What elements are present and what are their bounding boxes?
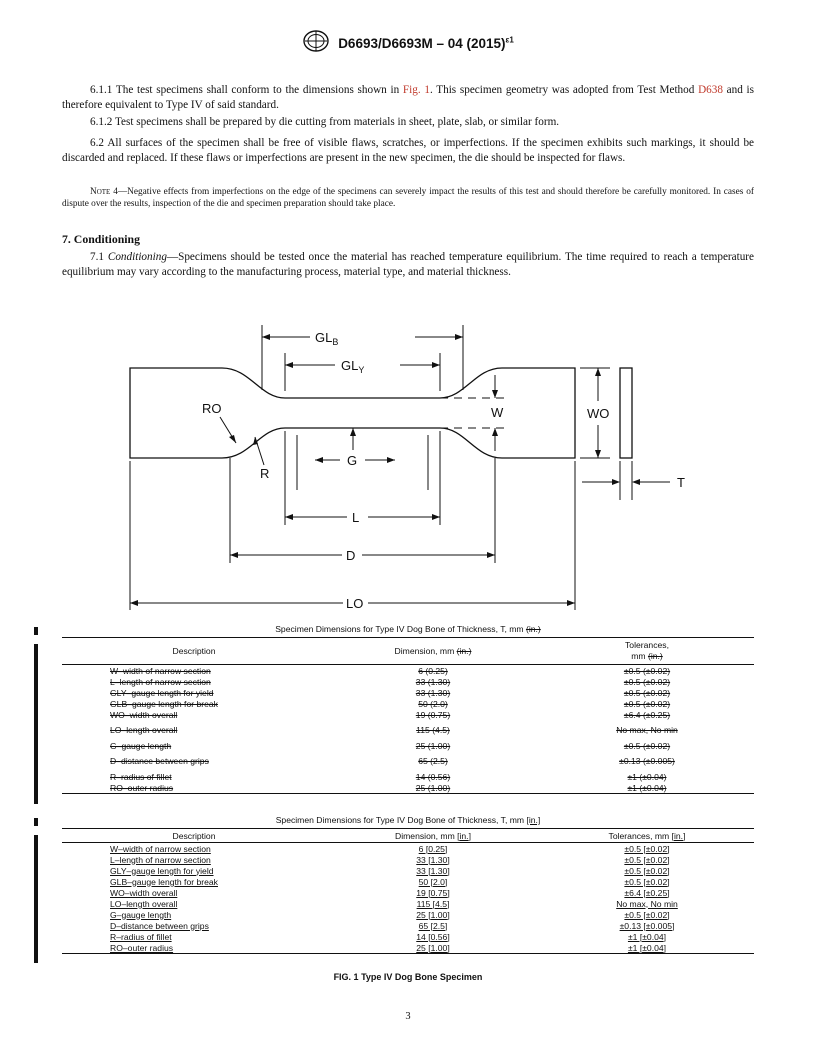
figure-caption: FIG. 1 Type IV Dog Bone Specimen: [333, 972, 483, 982]
cell-tolerance: ±0.5 [±0.02]: [624, 865, 670, 876]
label-g: G: [347, 453, 358, 468]
cell-description: GLY–gauge length for yield: [110, 865, 214, 876]
cell-tolerance: ±0.5 [±0.02]: [624, 876, 670, 887]
cell-tolerance: ±0.5 [±0.02]: [624, 843, 670, 854]
table-new-header: [62, 829, 754, 843]
table-old-caption: Specimen Dimensions for Type IV Dog Bone of Thickness, T, mm (in.): [275, 624, 541, 634]
label-wo: WO: [587, 406, 610, 421]
paragraph-6-1-1: 6.1.1 The test specimens shall conform to the dimensions shown in Fig. 1. This specimen geometry was adopted from Test Method D638 and is therefore equivalent to Type IV of said standard.: [62, 84, 754, 111]
table-row: [62, 698, 754, 709]
label-glb: $GL_B$: [315, 330, 339, 347]
label-r: R: [260, 466, 270, 481]
cell-tolerance: ±6.4 (±0.25): [623, 709, 671, 720]
cell-dimension: 33 [1.30]: [416, 865, 450, 876]
col-dimension: Dimension, mm (in.): [394, 646, 472, 656]
label-l: L: [352, 510, 360, 525]
table-row: [62, 898, 754, 909]
cell-dimension: 50 (2.0): [418, 698, 448, 709]
cell-tolerance: ±0.5 (±0.02): [623, 687, 671, 698]
fig1-link[interactable]: Fig. 1: [402, 84, 430, 96]
cell-description: R–radius of fillet: [110, 931, 172, 942]
change-bar: [34, 818, 38, 826]
cell-tolerance: ±0.13 [±0.005]: [619, 920, 675, 931]
table-row: [62, 740, 754, 751]
cell-dimension: 65 (2.5): [418, 756, 448, 766]
col-description: Description: [172, 646, 216, 656]
change-bar: [34, 627, 38, 635]
cell-description: GLY–gauge length for yield: [110, 687, 214, 698]
paragraph-6-1-2: 6.1.2 Test specimens shall be prepared by die cutting from materials in sheet, plate, slab, or similar form.: [90, 116, 560, 128]
table-row: [62, 843, 754, 855]
cell-dimension: 14 [0.56]: [416, 931, 450, 942]
cell-description: RO–outer radius: [110, 782, 174, 793]
cell-tolerance: ±1 [±0.04]: [627, 942, 667, 953]
cell-description: W–width of narrow section: [110, 843, 211, 854]
cell-dimension: 14 (0.56): [415, 771, 451, 782]
table-row: [62, 909, 754, 920]
cell-description: GLB–gauge length for break: [110, 876, 218, 887]
cell-description: LO–length overall: [110, 898, 178, 909]
cell-description: L–length of narrow section: [110, 854, 211, 865]
cell-description: D–distance between grips: [110, 920, 209, 931]
cell-tolerance: ±0.5 [±0.02]: [624, 909, 670, 920]
cell-dimension: 25 [1.00]: [416, 942, 450, 953]
section-heading-conditioning: 7. Conditioning: [62, 232, 141, 246]
label-w: W: [491, 405, 504, 420]
cell-description: RO–outer radius: [110, 942, 174, 953]
cell-tolerance: ±0.5 [±0.02]: [624, 854, 670, 865]
cell-dimension: 25 [1.00]: [416, 909, 450, 920]
cell-description: D–distance between grips: [110, 756, 209, 766]
table-row: [62, 771, 754, 782]
table-row: [62, 720, 754, 740]
table-row: [62, 931, 754, 942]
d638-link[interactable]: D638: [698, 84, 723, 96]
cell-description: G–gauge length: [110, 740, 172, 751]
cell-description: GLB–gauge length for break: [110, 698, 218, 709]
col-tolerances: Tolerances, mm (in.): [625, 640, 669, 661]
cell-tolerance: ±0.5 (±0.02): [623, 740, 671, 751]
cell-tolerance: ±0.5 (±0.02): [623, 698, 671, 709]
cell-tolerance: ±0.5 (±0.02): [623, 676, 671, 687]
cell-tolerance: ±1 [±0.04]: [627, 931, 667, 942]
cell-description: LO–length overall: [110, 725, 178, 735]
cell-description: L–length of narrow section: [110, 676, 211, 687]
cell-dimension: 115 (4.5): [416, 725, 450, 735]
table-old-header: [62, 638, 754, 665]
col-dimension: Dimension, mm [in.]: [395, 830, 471, 841]
page-header: [0, 30, 816, 57]
note-4: Note 4—Negative effects from imperfections on the edge of the specimens can severely impact the results of this test and should therefore be carefully monitored. In cases of dispute over the results, inspection of the die and specimen preparation should take place.: [62, 187, 754, 210]
table-row: [62, 854, 754, 865]
page-number: 3: [405, 1011, 411, 1022]
change-bar: [34, 835, 38, 963]
cell-description: WO–width overall: [110, 887, 178, 898]
table-row: [62, 751, 754, 771]
table-row: [62, 876, 754, 887]
cell-dimension: 33 (1.30): [415, 687, 451, 698]
document-designation: D6693/D6693M – 04 $(2015)^{\varepsilon 1}$: [338, 35, 514, 52]
table-row: [62, 687, 754, 698]
cell-tolerance: ±6.4 [±0.25]: [624, 887, 670, 898]
cell-tolerance: ±0.5 (±0.02): [623, 665, 671, 676]
cell-dimension: 115 [4.5]: [416, 898, 450, 909]
cell-description: G–gauge length: [110, 909, 172, 920]
table-new: [62, 828, 754, 954]
cell-dimension: 33 [1.30]: [416, 854, 450, 865]
cell-dimension: 6 [0.25]: [418, 843, 448, 854]
table-row: [62, 676, 754, 687]
col-tolerances: Tolerances, mm [in.]: [608, 830, 686, 841]
table-row: [62, 709, 754, 720]
cell-description: WO–width overall: [110, 709, 178, 720]
label-gly: $GL_Y$: [341, 358, 365, 375]
label-d: D: [346, 548, 356, 563]
change-bar: [34, 644, 38, 804]
table-row: [62, 865, 754, 876]
cell-tolerance: ±1 (±0.04): [627, 782, 667, 793]
cell-tolerance: ±1 (±0.04): [627, 771, 667, 782]
cell-dimension: 25 (1.00): [415, 782, 451, 793]
cell-dimension: 65 [2.5]: [418, 920, 448, 931]
table-row: [62, 782, 754, 794]
cell-dimension: 6 (0.25): [418, 665, 448, 676]
cell-dimension: 33 (1.30): [415, 676, 451, 687]
cell-tolerance: No max, No min: [616, 725, 678, 735]
cell-dimension: 25 (1.00): [415, 740, 451, 751]
cell-dimension: 19 (0.75): [415, 709, 451, 720]
table-new-caption: Specimen Dimensions for Type IV Dog Bone of Thickness, T, mm [in.]: [275, 815, 541, 825]
paragraph-7-1: 7.1 Conditioning—Specimens should be tested once the material has reached temperature equilibrium. The time required to reach a temperature equilibrium may vary according to the manufacturing process, material type, and material thickness.: [62, 251, 755, 278]
astm-logo-icon: [302, 30, 330, 57]
label-t: T: [677, 475, 685, 490]
cell-description: W–width of narrow section: [110, 665, 211, 676]
cell-dimension: 50 [2.0]: [418, 876, 448, 887]
table-row: [62, 920, 754, 931]
table-row: [62, 887, 754, 898]
table-row: [62, 665, 754, 677]
cell-dimension: 19 [0.75]: [416, 887, 450, 898]
cell-tolerance: No max, No min: [616, 898, 678, 909]
label-ro: RO: [202, 401, 222, 416]
col-description: Description: [172, 830, 216, 841]
thickness-side-view: [620, 368, 632, 458]
dog-bone-specimen-diagram: [110, 325, 710, 615]
table-row: [62, 942, 754, 954]
paragraph-6-2: 6.2 All surfaces of the specimen shall be free of visible flaws, scratches, or imperfections. If the specimen exhibits such markings, it should be discarded and replaced. If these flaws or imperfections are present in the new specimen, the die should be inspected for flaws.: [62, 137, 754, 164]
table-old: [62, 637, 754, 794]
cell-tolerance: ±0.13 (±0.005): [619, 756, 675, 766]
cell-description: R–radius of fillet: [110, 771, 172, 782]
label-lo: LO: [346, 596, 364, 611]
